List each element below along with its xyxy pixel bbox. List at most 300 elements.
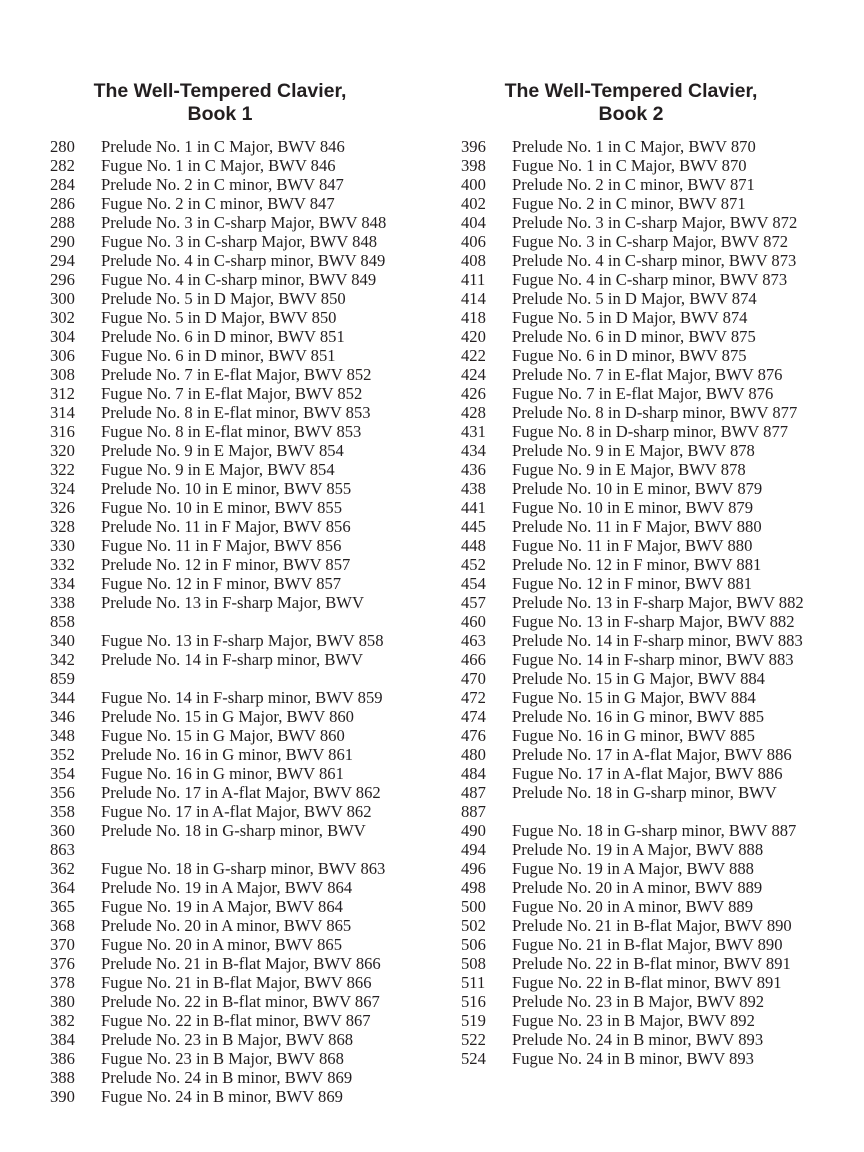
work-title: Fugue No. 17 in A-flat Major, BWV 886	[512, 764, 783, 783]
work-title: Prelude No. 17 in A-flat Major, BWV 886	[512, 745, 792, 764]
list-item	[461, 840, 851, 859]
page-number: 344	[50, 688, 75, 707]
page-number: 388	[50, 1068, 75, 1087]
page-number: 457	[461, 593, 486, 612]
work-title: Fugue No. 8 in D-sharp minor, BWV 877	[512, 422, 789, 441]
work-title: Prelude No. 14 in F-sharp minor, BWV 883	[512, 631, 803, 650]
work-title: Fugue No. 22 in B-flat minor, BWV 891	[512, 973, 782, 992]
work-title: Prelude No. 22 in B-flat minor, BWV 867	[101, 992, 380, 1011]
list-item	[50, 270, 450, 289]
book1-entry-list	[50, 137, 450, 1106]
list-item	[50, 650, 450, 669]
list-item	[50, 479, 450, 498]
work-title: Fugue No. 24 in B minor, BWV 869	[101, 1087, 343, 1106]
work-title: Fugue No. 22 in B-flat minor, BWV 867	[101, 1011, 371, 1030]
page-number: 340	[50, 631, 75, 650]
list-item	[50, 460, 450, 479]
book1-title-line2: Book 1	[187, 103, 253, 125]
work-title: Fugue No. 7 in E-flat Major, BWV 852	[101, 384, 363, 403]
work-title: Fugue No. 9 in E Major, BWV 854	[101, 460, 335, 479]
page-number: 494	[461, 840, 486, 859]
page-number: 408	[461, 251, 486, 270]
list-item	[461, 745, 851, 764]
work-title: Fugue No. 18 in G-sharp minor, BWV 887	[512, 821, 797, 840]
page-number: 519	[461, 1011, 486, 1030]
work-title: Prelude No. 16 in G minor, BWV 861	[101, 745, 354, 764]
work-title: Prelude No. 3 in C-sharp Major, BWV 848	[101, 213, 387, 232]
list-item	[50, 992, 450, 1011]
book2-title-line2: Book 2	[598, 103, 664, 125]
work-title: Prelude No. 15 in G Major, BWV 860	[101, 707, 354, 726]
work-title: Fugue No. 5 in D Major, BWV 850	[101, 308, 337, 327]
work-title: Fugue No. 5 in D Major, BWV 874	[512, 308, 748, 327]
work-title: Fugue No. 16 in G minor, BWV 885	[512, 726, 755, 745]
page-number: 326	[50, 498, 75, 517]
list-item	[50, 346, 450, 365]
work-title: Prelude No. 9 in E Major, BWV 854	[101, 441, 344, 460]
page-number: 354	[50, 764, 75, 783]
list-item	[461, 650, 851, 669]
list-item	[50, 859, 450, 878]
list-item	[50, 384, 450, 403]
list-item	[50, 498, 450, 517]
page-number: 498	[461, 878, 486, 897]
work-title: Fugue No. 3 in C-sharp Major, BWV 848	[101, 232, 378, 251]
work-title: Prelude No. 6 in D minor, BWV 851	[101, 327, 345, 346]
page-number: 511	[461, 973, 486, 992]
list-item	[50, 669, 450, 688]
page-number: 368	[50, 916, 75, 935]
work-title: Prelude No. 9 in E Major, BWV 878	[512, 441, 755, 460]
page-number: 402	[461, 194, 486, 213]
page-number: 411	[461, 270, 486, 289]
list-item	[461, 308, 851, 327]
page-number: 448	[461, 536, 486, 555]
list-item	[50, 327, 450, 346]
page-number: 508	[461, 954, 486, 973]
work-title: Fugue No. 9 in E Major, BWV 878	[512, 460, 746, 479]
page-number: 506	[461, 935, 486, 954]
work-title: Prelude No. 23 in B Major, BWV 892	[512, 992, 765, 1011]
page-number: 342	[50, 650, 75, 669]
page-number: 302	[50, 308, 75, 327]
work-title: Fugue No. 2 in C minor, BWV 871	[512, 194, 746, 213]
list-item	[461, 289, 851, 308]
page-number: 382	[50, 1011, 75, 1030]
page-number: 346	[50, 707, 75, 726]
page-number: 426	[461, 384, 486, 403]
list-item	[50, 403, 450, 422]
work-title: Prelude No. 12 in F minor, BWV 857	[101, 555, 351, 574]
page-number: 431	[461, 422, 486, 441]
page-number: 308	[50, 365, 75, 384]
work-title: Fugue No. 23 in B Major, BWV 868	[101, 1049, 344, 1068]
page-number: 348	[50, 726, 75, 745]
list-item	[50, 973, 450, 992]
page-number: 522	[461, 1030, 486, 1049]
page-number: 400	[461, 175, 486, 194]
work-title: Fugue No. 6 in D minor, BWV 875	[512, 346, 747, 365]
list-item	[50, 688, 450, 707]
work-title: Fugue No. 19 in A Major, BWV 888	[512, 859, 754, 878]
page-number: 476	[461, 726, 486, 745]
work-title: Fugue No. 4 in C-sharp minor, BWV 873	[512, 270, 788, 289]
page-number: 434	[461, 441, 486, 460]
book2-entry-list	[461, 137, 851, 1068]
page-number: 334	[50, 574, 75, 593]
list-item	[461, 460, 851, 479]
list-item	[50, 308, 450, 327]
page-number: 422	[461, 346, 486, 365]
work-title: Prelude No. 15 in G Major, BWV 884	[512, 669, 765, 688]
page-number: 438	[461, 479, 486, 498]
page-number: 484	[461, 764, 486, 783]
list-item	[50, 441, 450, 460]
page-number: 304	[50, 327, 75, 346]
list-item	[461, 232, 851, 251]
list-item	[461, 707, 851, 726]
list-item	[461, 612, 851, 631]
list-item	[50, 422, 450, 441]
book1-title-line1: The Well-Tempered Clavier,	[93, 80, 347, 102]
list-item	[50, 251, 450, 270]
work-title: Fugue No. 13 in F-sharp Major, BWV 882	[512, 612, 795, 631]
book2-column	[461, 80, 851, 1068]
page-number: 290	[50, 232, 75, 251]
list-item	[50, 1068, 450, 1087]
page-number: 390	[50, 1087, 75, 1106]
work-title: Prelude No. 10 in E minor, BWV 879	[512, 479, 763, 498]
list-item	[50, 1087, 450, 1106]
work-title: Prelude No. 8 in D-sharp minor, BWV 877	[512, 403, 798, 422]
list-item	[50, 555, 450, 574]
work-title: Prelude No. 16 in G minor, BWV 885	[512, 707, 765, 726]
page-number: 470	[461, 669, 486, 688]
work-title: Fugue No. 6 in D minor, BWV 851	[101, 346, 336, 365]
page-number: 376	[50, 954, 75, 973]
list-item	[50, 213, 450, 232]
page-number: 330	[50, 536, 75, 555]
work-title: Prelude No. 5 in D Major, BWV 850	[101, 289, 346, 308]
work-title: Prelude No. 19 in A Major, BWV 864	[101, 878, 353, 897]
page-number: 480	[461, 745, 486, 764]
work-title: Fugue No. 8 in E-flat minor, BWV 853	[101, 422, 362, 441]
page-number: 386	[50, 1049, 75, 1068]
work-title: Prelude No. 24 in B minor, BWV 893	[512, 1030, 764, 1049]
list-item	[461, 384, 851, 403]
work-title: Fugue No. 7 in E-flat Major, BWV 876	[512, 384, 774, 403]
list-item	[461, 669, 851, 688]
list-item	[461, 327, 851, 346]
page-number: 324	[50, 479, 75, 498]
list-item	[461, 1049, 851, 1068]
work-title: Prelude No. 24 in B minor, BWV 869	[101, 1068, 353, 1087]
page-number: 474	[461, 707, 486, 726]
work-title: Fugue No. 10 in E minor, BWV 855	[101, 498, 343, 517]
list-item	[461, 802, 851, 821]
page-number: 294	[50, 251, 75, 270]
work-title: Fugue No. 15 in G Major, BWV 884	[512, 688, 756, 707]
list-item	[50, 612, 450, 631]
list-item	[461, 859, 851, 878]
work-title: Prelude No. 2 in C minor, BWV 847	[101, 175, 344, 194]
list-item	[461, 726, 851, 745]
list-item	[50, 821, 450, 840]
list-item	[461, 992, 851, 1011]
list-item	[461, 764, 851, 783]
page-number: 441	[461, 498, 486, 517]
page-number: 463	[461, 631, 486, 650]
page-number: 436	[461, 460, 486, 479]
page-number: 858	[50, 612, 75, 631]
page-number: 378	[50, 973, 75, 992]
list-item	[50, 289, 450, 308]
page-number: 424	[461, 365, 486, 384]
page-number: 296	[50, 270, 75, 289]
list-item	[461, 973, 851, 992]
work-title: Prelude No. 14 in F-sharp minor, BWV	[101, 650, 364, 669]
work-title: Fugue No. 15 in G Major, BWV 860	[101, 726, 345, 745]
page-number: 859	[50, 669, 75, 688]
page-number: 282	[50, 156, 75, 175]
list-item	[50, 726, 450, 745]
list-item	[50, 536, 450, 555]
work-title: Prelude No. 11 in F Major, BWV 880	[512, 517, 762, 536]
list-item	[50, 156, 450, 175]
page-number: 338	[50, 593, 75, 612]
list-item	[50, 707, 450, 726]
list-item	[50, 745, 450, 764]
list-item	[461, 479, 851, 498]
page-number: 370	[50, 935, 75, 954]
page-number: 384	[50, 1030, 75, 1049]
page-number: 516	[461, 992, 486, 1011]
work-title: Fugue No. 21 in B-flat Major, BWV 866	[101, 973, 372, 992]
list-item	[50, 916, 450, 935]
list-item	[50, 194, 450, 213]
page-number: 445	[461, 517, 486, 536]
work-title: Prelude No. 20 in A minor, BWV 865	[101, 916, 352, 935]
list-item	[50, 935, 450, 954]
list-item	[461, 441, 851, 460]
list-item	[461, 783, 851, 802]
page-number: 352	[50, 745, 75, 764]
work-title: Prelude No. 1 in C Major, BWV 846	[101, 137, 345, 156]
list-item	[50, 175, 450, 194]
page-number: 490	[461, 821, 486, 840]
page-number: 288	[50, 213, 75, 232]
page-number: 452	[461, 555, 486, 574]
page-number: 362	[50, 859, 75, 878]
list-item	[461, 213, 851, 232]
work-title: Fugue No. 11 in F Major, BWV 880	[512, 536, 753, 555]
work-title: Prelude No. 4 in C-sharp minor, BWV 849	[101, 251, 386, 270]
work-title: Fugue No. 20 in A minor, BWV 865	[101, 935, 343, 954]
work-title: Prelude No. 7 in E-flat Major, BWV 876	[512, 365, 783, 384]
page-number: 320	[50, 441, 75, 460]
list-item	[50, 574, 450, 593]
work-title: Prelude No. 3 in C-sharp Major, BWV 872	[512, 213, 798, 232]
page-number: 364	[50, 878, 75, 897]
work-title: Prelude No. 23 in B Major, BWV 868	[101, 1030, 354, 1049]
page-number: 358	[50, 802, 75, 821]
work-title: Prelude No. 22 in B-flat minor, BWV 891	[512, 954, 791, 973]
work-title: Fugue No. 3 in C-sharp Major, BWV 872	[512, 232, 789, 251]
page-number: 887	[461, 802, 486, 821]
list-item	[461, 631, 851, 650]
work-title: Prelude No. 5 in D Major, BWV 874	[512, 289, 757, 308]
list-item	[461, 422, 851, 441]
list-item	[50, 232, 450, 251]
page-number: 502	[461, 916, 486, 935]
list-item	[50, 764, 450, 783]
page-number: 460	[461, 612, 486, 631]
work-title: Prelude No. 18 in G-sharp minor, BWV	[512, 783, 777, 802]
list-item	[461, 156, 851, 175]
list-item	[461, 270, 851, 289]
page-number: 314	[50, 403, 75, 422]
page-number: 312	[50, 384, 75, 403]
book2-title	[461, 80, 801, 126]
page-number: 418	[461, 308, 486, 327]
book1-column	[50, 80, 450, 1106]
work-title: Fugue No. 23 in B Major, BWV 892	[512, 1011, 755, 1030]
page-number: 454	[461, 574, 486, 593]
work-title: Fugue No. 17 in A-flat Major, BWV 862	[101, 802, 372, 821]
list-item	[50, 631, 450, 650]
page-number: 356	[50, 783, 75, 802]
list-item	[461, 574, 851, 593]
list-item	[50, 517, 450, 536]
work-title: Fugue No. 11 in F Major, BWV 856	[101, 536, 342, 555]
work-title: Prelude No. 4 in C-sharp minor, BWV 873	[512, 251, 797, 270]
list-item	[461, 593, 851, 612]
work-title: Fugue No. 16 in G minor, BWV 861	[101, 764, 344, 783]
list-item	[50, 137, 450, 156]
list-item	[461, 1030, 851, 1049]
page-number: 286	[50, 194, 75, 213]
list-item	[461, 536, 851, 555]
page-number: 420	[461, 327, 486, 346]
list-item	[50, 1049, 450, 1068]
work-title: Fugue No. 19 in A Major, BWV 864	[101, 897, 343, 916]
work-title: Fugue No. 2 in C minor, BWV 847	[101, 194, 335, 213]
list-item	[461, 365, 851, 384]
page-number: 524	[461, 1049, 486, 1068]
work-title: Fugue No. 13 in F-sharp Major, BWV 858	[101, 631, 384, 650]
work-title: Fugue No. 1 in C Major, BWV 870	[512, 156, 747, 175]
list-item	[461, 897, 851, 916]
work-title: Prelude No. 8 in E-flat minor, BWV 853	[101, 403, 371, 422]
page-number: 380	[50, 992, 75, 1011]
work-title: Fugue No. 12 in F minor, BWV 857	[101, 574, 342, 593]
page-number: 328	[50, 517, 75, 536]
list-item	[50, 1011, 450, 1030]
page-number: 500	[461, 897, 486, 916]
list-item	[50, 1030, 450, 1049]
work-title: Prelude No. 12 in F minor, BWV 881	[512, 555, 762, 574]
page-number: 306	[50, 346, 75, 365]
list-item	[50, 954, 450, 973]
list-item	[461, 403, 851, 422]
work-title: Prelude No. 11 in F Major, BWV 856	[101, 517, 351, 536]
list-item	[50, 593, 450, 612]
list-item	[50, 802, 450, 821]
list-item	[461, 878, 851, 897]
page-number: 284	[50, 175, 75, 194]
work-title: Fugue No. 12 in F minor, BWV 881	[512, 574, 753, 593]
list-item	[50, 783, 450, 802]
list-item	[461, 517, 851, 536]
list-item	[461, 916, 851, 935]
book2-title-line1: The Well-Tempered Clavier,	[504, 80, 758, 102]
page-number: 332	[50, 555, 75, 574]
page-number: 300	[50, 289, 75, 308]
page-number: 365	[50, 897, 75, 916]
work-title: Fugue No. 21 in B-flat Major, BWV 890	[512, 935, 783, 954]
work-title: Prelude No. 13 in F-sharp Major, BWV 882	[512, 593, 804, 612]
list-item	[461, 194, 851, 213]
list-item	[461, 346, 851, 365]
page-number: 316	[50, 422, 75, 441]
page-number: 280	[50, 137, 75, 156]
work-title: Prelude No. 2 in C minor, BWV 871	[512, 175, 755, 194]
work-title: Fugue No. 20 in A minor, BWV 889	[512, 897, 754, 916]
page-number: 406	[461, 232, 486, 251]
work-title: Prelude No. 10 in E minor, BWV 855	[101, 479, 352, 498]
work-title: Prelude No. 1 in C Major, BWV 870	[512, 137, 756, 156]
list-item	[461, 555, 851, 574]
work-title: Fugue No. 4 in C-sharp minor, BWV 849	[101, 270, 377, 289]
page-number: 863	[50, 840, 75, 859]
list-item	[461, 498, 851, 517]
page-number: 428	[461, 403, 486, 422]
page-number: 496	[461, 859, 486, 878]
list-item	[461, 137, 851, 156]
work-title: Prelude No. 21 in B-flat Major, BWV 890	[512, 916, 792, 935]
work-title: Prelude No. 18 in G-sharp minor, BWV	[101, 821, 366, 840]
work-title: Fugue No. 14 in F-sharp minor, BWV 859	[101, 688, 383, 707]
page-number: 487	[461, 783, 486, 802]
work-title: Fugue No. 24 in B minor, BWV 893	[512, 1049, 754, 1068]
page-number: 360	[50, 821, 75, 840]
page-number: 322	[50, 460, 75, 479]
book1-title	[50, 80, 390, 126]
list-item	[50, 897, 450, 916]
list-item	[461, 821, 851, 840]
work-title: Prelude No. 21 in B-flat Major, BWV 866	[101, 954, 381, 973]
work-title: Fugue No. 14 in F-sharp minor, BWV 883	[512, 650, 794, 669]
list-item	[461, 1011, 851, 1030]
page-number: 396	[461, 137, 486, 156]
work-title: Fugue No. 1 in C Major, BWV 846	[101, 156, 336, 175]
list-item	[50, 840, 450, 859]
list-item	[461, 175, 851, 194]
list-item	[50, 878, 450, 897]
page-number: 404	[461, 213, 486, 232]
work-title: Prelude No. 17 in A-flat Major, BWV 862	[101, 783, 381, 802]
page-number: 414	[461, 289, 486, 308]
page-number: 472	[461, 688, 486, 707]
work-title: Fugue No. 18 in G-sharp minor, BWV 863	[101, 859, 386, 878]
list-item	[461, 688, 851, 707]
work-title: Prelude No. 13 in F-sharp Major, BWV	[101, 593, 364, 612]
work-title: Prelude No. 19 in A Major, BWV 888	[512, 840, 764, 859]
page-number: 466	[461, 650, 486, 669]
work-title: Prelude No. 6 in D minor, BWV 875	[512, 327, 756, 346]
work-title: Prelude No. 20 in A minor, BWV 889	[512, 878, 763, 897]
list-item	[461, 935, 851, 954]
